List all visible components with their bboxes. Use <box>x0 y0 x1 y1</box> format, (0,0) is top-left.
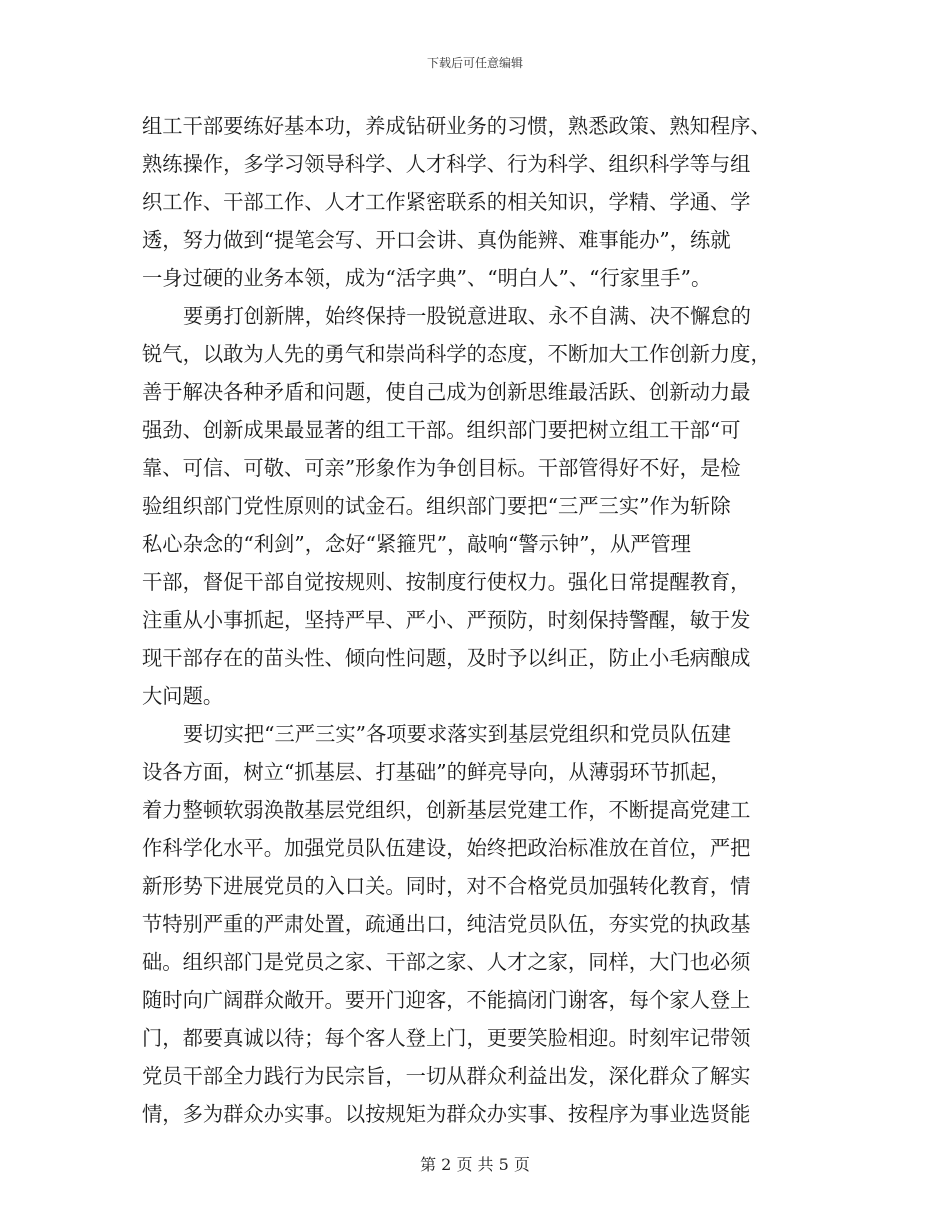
text-line: 节特别严重的严肃处置，疏通出口，纯洁党员队伍，夯实党的执政基 <box>142 912 751 936</box>
text-line: 验组织部门党性原则的试金石。组织部门要把“三严三实”作为斩除 <box>142 494 731 518</box>
text-line: 础。组织部门是党员之家、干部之家、人才之家，同样，大门也必须 <box>142 950 751 974</box>
text-line: 党员干部全力践行为民宗旨，一切从群众利益出发，深化群众了解实 <box>142 1064 751 1088</box>
text-line: 着力整顿软弱涣散基层党组织，创新基层党建工作，不断提高党建工 <box>142 798 751 822</box>
text-line: 善于解决各种矛盾和问题，使自己成为创新思维最活跃、创新动力最 <box>142 380 751 404</box>
text-line: 门，都要真诚以待；每个客人登上门，更要笑脸相迎。时刻牢记带领 <box>142 1026 751 1050</box>
text-line: 情，多为群众办实事。以按规矩为群众办实事、按程序为事业选贤能 <box>142 1102 751 1126</box>
text-line: 作科学化水平。加强党员队伍建设，始终把政治标准放在首位，严把 <box>142 836 751 860</box>
paragraph-first-line: 要切实把“三严三实”各项要求落实到基层党组织和党员队伍建 <box>183 722 732 746</box>
text-line: 随时向广阔群众敞开。要开门迎客，不能搞闭门谢客，每个家人登上 <box>142 988 751 1012</box>
text-line: 大问题。 <box>142 684 224 708</box>
text-line: 组工干部要练好基本功，养成钻研业务的习惯，熟悉政策、熟知程序、 <box>142 114 771 138</box>
paragraph-first-line: 要勇打创新牌，始终保持一股锐意进取、永不自满、决不懈怠的 <box>183 304 751 328</box>
text-line: 织工作、干部工作、人才工作紧密联系的相关知识，学精、学通、学 <box>142 190 751 214</box>
text-line: 透，努力做到“提笔会写、开口会讲、真伪能辨、难事能办”，练就 <box>142 228 731 252</box>
text-line: 新形势下进展党员的入口关。同时，对不合格党员加强转化教育，情 <box>142 874 751 898</box>
text-line: 现干部存在的苗头性、倾向性问题，及时予以纠正，防止小毛病酿成 <box>142 646 751 670</box>
text-line: 设各方面，树立“抓基层、打基础”的鲜亮导向，从薄弱环节抓起， <box>142 760 731 784</box>
text-line: 一身过硬的业务本领，成为“活字典”、“明白人”、“行家里手”。 <box>142 266 712 290</box>
text-line: 私心杂念的“利剑”，念好“紧箍咒”，敲响“警示钟”，从严管理 <box>142 532 691 556</box>
page-number: 第 2 页 共 5 页 <box>420 1155 530 1174</box>
page-header-note: 下载后可任意编辑 <box>426 56 523 70</box>
document-body <box>142 107 804 1133</box>
text-line: 强劲、创新成果最显著的组工干部。组织部门要把树立组工干部“可 <box>142 418 741 442</box>
text-line: 干部，督促干部自觉按规则、按制度行使权力。强化日常提醒教育， <box>142 570 751 594</box>
text-line: 注重从小事抓起，坚持严早、严小、严预防，时刻保持警醒，敏于发 <box>142 608 751 632</box>
text-line: 靠、可信、可敬、可亲”形象作为争创目标。干部管得好不好，是检 <box>142 456 741 480</box>
text-line: 锐气，以敢为人先的勇气和崇尚科学的态度，不断加大工作创新力度， <box>142 342 771 366</box>
text-line: 熟练操作，多学习领导科学、人才科学、行为科学、组织科学等与组 <box>142 152 751 176</box>
